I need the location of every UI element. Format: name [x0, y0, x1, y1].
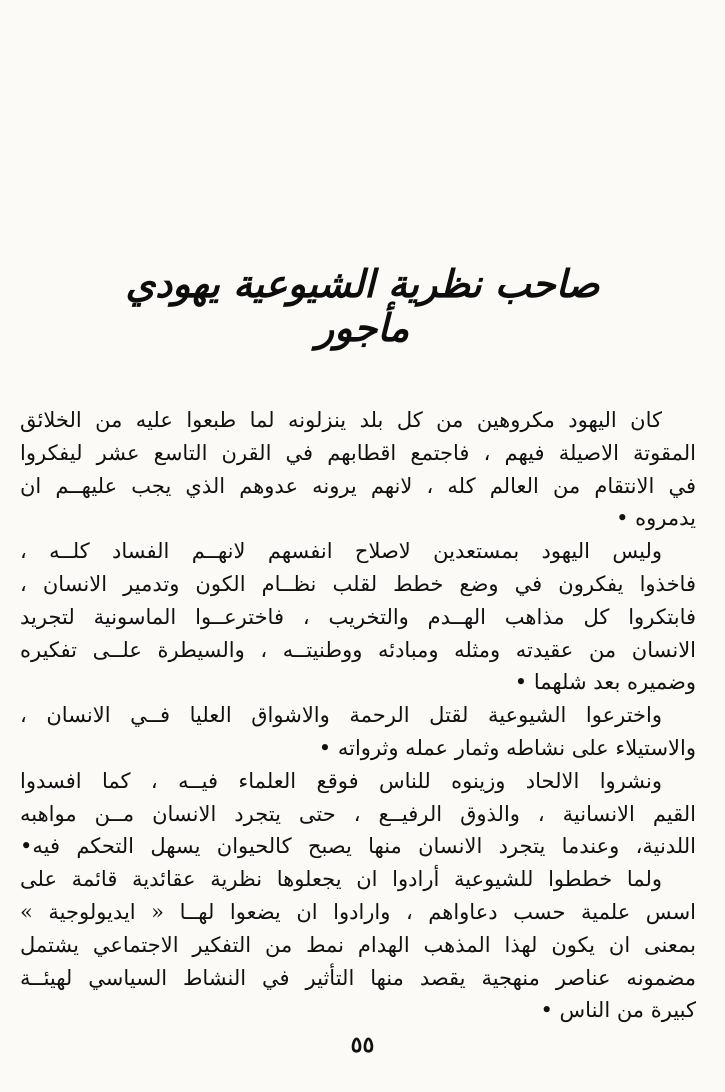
text-line: فابتكروا كل مذاهب الهــدم والتخريب ، فاخترعــوا الماسونية لتجريد [20, 604, 696, 629]
text-line: يدمروه • [616, 506, 696, 531]
text-line: ولما خططوا للشيوعية أرادوا ان يجعلوها نظرية عقائدية قائمة على [20, 867, 662, 892]
text-line: القيم الانسانية ، والذوق الرفيــع ، حتى يتجرد الانسان مــن مواهبه [20, 801, 696, 826]
text-line: وضميره بعد شلهما • [514, 670, 696, 695]
text-line: الانسان من عقيدته ومثله ومبادئه ووطنيتــه ، والسيطرة علــى تفكيره [20, 637, 696, 662]
text-line: في الانتقام من العالم كله ، لانهم يرونه عدوهم الذي يجب عليهــم ان [20, 473, 696, 498]
text-line: مضمونه عناصر منهجية يقصد منها التأثير في النشاط السياسي لهيئــة [20, 965, 696, 990]
text-line: وليس اليهود بمستعدين لاصلاح انفسهم لانهــم الفساد كلــه ، [20, 539, 662, 564]
text-line: ونشروا الالحاد وزينوه للناس فوقع العلماء فيــه ، كما افسدوا [20, 768, 662, 793]
body-text [20, 404, 696, 1027]
text-line: كبيرة من الناس • [540, 998, 696, 1023]
chapter-title: صاحب نظرية الشيوعية يهودي مأجور [125, 262, 600, 350]
text-line: فاخذوا يفكرون في وضع خطط لقلب نظــام الكون وتدمير الانسان ، [20, 571, 696, 596]
text-line: اسس علمية حسب دعاواهم ، وارادوا ان يضعوا لهــا « ايديولوجية » [20, 899, 696, 924]
text-line: والاستيلاء على نشاطه وثمار عمله وثرواته • [318, 735, 696, 760]
text-line: اللدنية، وعندما يتجرد الانسان منها يصبح كالحيوان يسهل التحكم فيه• [20, 834, 696, 859]
text-line: المقوتة الاصيلة فيهم ، فاجتمع اقطابهم في القرن التاسع عشر ليفكروا [20, 440, 696, 465]
text-line: كان اليهود مكروهين من كل بلد ينزلونه لما طبعوا عليه من الخلائق [20, 408, 662, 432]
page-number: ٥٥ [350, 1032, 375, 1058]
text-line: بمعنى ان يكون لهذا المذهب الهدام نمط من التفكير الاجتماعي يشتمل [20, 932, 696, 957]
text-line: واخترعوا الشيوعية لقتل الرحمة والاشواق العليا فــي الانسان ، [20, 703, 662, 728]
